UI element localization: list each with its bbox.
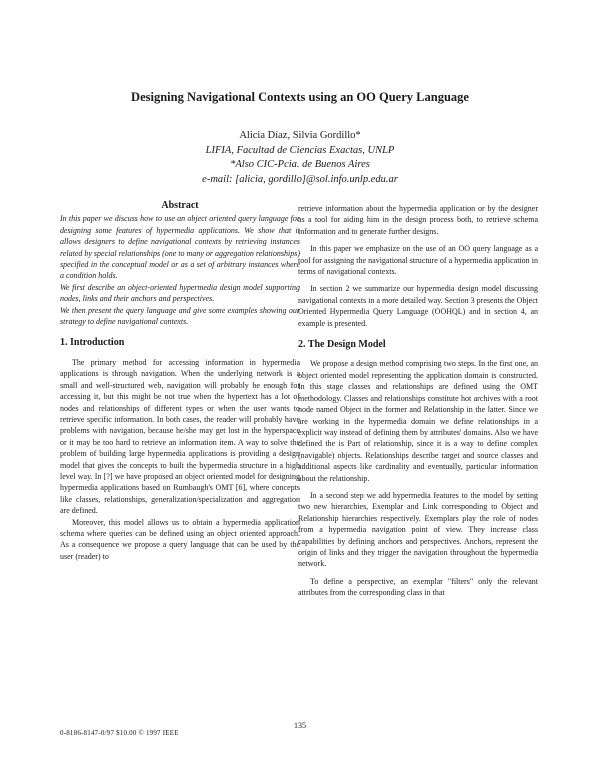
abstract-paragraph-1: In this paper we discuss how to use an object oriented query language for designing some features of hypermedia applications. We show that it allows designers to define navigational contexts by retrieving instances related by special relationships (one to many or aggregation relationships) specified in the conceptual model or as a set of arbitrary instances where a condition holds. — [60, 214, 300, 281]
abstract-paragraph-2: We first describe an object-oriented hypermedia design model supporting nodes, links and their anchors and perspectives. — [60, 282, 300, 304]
paper-title: Designing Navigational Contexts using an OO Query Language — [131, 90, 469, 104]
introduction-paragraph-1: The primary method for accessing information in hypermedia applications is through navigation. When the underlying network is a small and well-structured web, navigation will probably be enough for accessing it, but this might be not true when the hypertext has a lot of nodes and relationships of different types or when the user wants to retrieve specific information. In both cases, the reader will probably have problems with navigation, because he/she may get lost in the hyperspace or it may be too hard to retrieve an information item. A way to solve the problem of building large hypermedia applications is providing a design model that gives the concepts to built the hypermedia structure in a high level way. In [?] we have proposed an object oriented model for designing hypermedia applications based on Rumbaugh's OMT [6], where concepts like classes, relationships, generalization/specialization and aggregation are defined. — [60, 357, 300, 516]
introduction-emphasis-paragraph: In this paper we emphasize on the use of an OO query language as a tool for assigning the navigational structure of a hypermedia application in terms of navigational contexts. — [298, 244, 538, 277]
introduction-outline-paragraph: In section 2 we summarize our hypermedia design model discussing navigational contexts in a more detailed way. Section 3 presents the Object Oriented Hypermedia Query Language (OOHQL) and in section 4, an example is presented. — [298, 284, 538, 328]
design-model-paragraph-1: We propose a design method comprising two steps. In the first one, an object oriented model representing the application domain is constructed. In this stage classes and relationships are defined using the OMT methodology. Classes and relationships constitute hot archives with a root node named Object in the former and Relationship in the latter. Since we are working in the hypermedia domain we define relationships in a explicit way instead of defining them by attributes' domains. Also we have defined the is Part of relationship, since it is a way to define complex (navigable) objects. Relationships describe target and source classes and additional aspects like cardinality and eventually, particular information about the relationship. — [298, 359, 538, 483]
abstract-heading: Abstract — [161, 200, 199, 211]
design-model-paragraph-3: To define a perspective, an exemplar "filters" only the relevant attributes from the corresponding class in that — [298, 576, 538, 598]
design-model-paragraph-2: In a second step we add hypermedia features to the model by setting two new hierarchies, Exemplar and Link corresponding to Object and Relationship hierarchies respectively. Exemplars play the role of nodes from a hypermedia navigation point of view. They increase class capabilities by defining anchors and perspectives. Anchors, represent the origin of links and they trigger the navigation throughout the hypermedia network. — [298, 490, 538, 569]
affiliation-secondary: *Also CIC-Pcia. de Buenos Aires — [230, 159, 370, 170]
affiliation-primary: LIFIA, Facultad de Ciencias Exactas, UNLP — [205, 144, 395, 156]
page-number: 135 — [294, 721, 306, 730]
introduction-paragraph-2: Moreover, this model allows us to obtain a hypermedia application schema where queries can be defined using an object oriented approach. As a consequence we propose a query language that can be used by the user (reader) to — [60, 517, 300, 561]
author-names: Alicia Díaz, Silvia Gordillo* — [239, 130, 361, 141]
left-column — [60, 200, 300, 562]
abstract-section — [60, 200, 300, 327]
introduction-heading: 1. Introduction — [60, 337, 125, 349]
copyright-footer: 0-8186-8147-0/97 $10.00 © 1997 IEEE — [60, 729, 179, 737]
design-model-heading: 2. The Design Model — [298, 339, 386, 351]
author-email: e-mail: [alicia, gordillo]@sol.info.unlp.edu.ar — [202, 173, 398, 185]
right-column — [298, 203, 538, 599]
author-block — [150, 129, 450, 187]
introduction-continued-paragraph: retrieve information about the hypermedia application or by the designer as a tool for aiding him in the design process both, to retrieve schema information and to generate further designs. — [298, 204, 538, 236]
abstract-paragraph-3: We then present the query language and give some examples showing our strategy to define navigational contexts. — [60, 305, 300, 327]
